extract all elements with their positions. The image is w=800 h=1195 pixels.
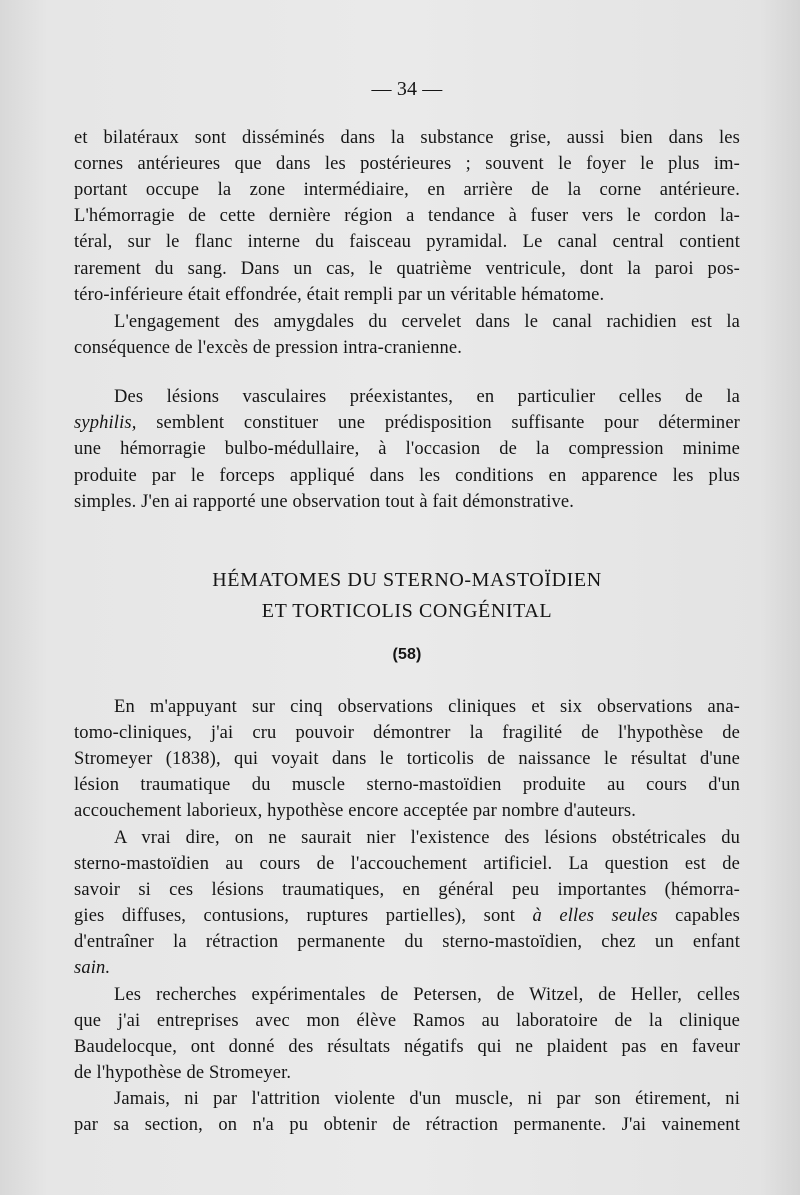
text-line: Des lésions vasculaires préexistantes, en particulier celles de la	[114, 387, 740, 407]
section-reference-number: (58)	[392, 646, 422, 663]
text-line: A vrai dire, on ne saurait nier l'existence des lésions obstétricales du	[114, 828, 740, 848]
text-line: une hémorragie bulbo-médullaire, à l'occasion de la compression minime	[74, 439, 740, 459]
text-line: rarement du sang. Dans un cas, le quatrième ventricule, dont la paroi pos-	[74, 259, 740, 279]
text-line: savoir si ces lésions traumatiques, en général peu importantes (hémorra-	[74, 880, 740, 900]
text-line: simples. J'en ai rapporté une observation tout à fait démonstrative.	[74, 492, 575, 512]
section-title-line-2: ET TORTICOLIS CONGÉNITAL	[261, 600, 553, 622]
text-line: Les recherches expérimentales de Petersen, de Witzel, de Heller, celles	[114, 985, 740, 1005]
text-line: téral, sur le flanc interne du faisceau pyramidal. Le canal central contient	[74, 232, 740, 252]
text-line: Baudelocque, ont donné des résultats négatifs qui ne plaident pas en faveur	[74, 1037, 740, 1057]
text-line: de l'hypothèse de Stromeyer.	[74, 1063, 292, 1083]
text-line: lésion traumatique du muscle sterno-mastoïdien produite au cours d'un	[74, 775, 740, 795]
text-line: cornes antérieures que dans les postérieures ; souvent le foyer le plus im-	[74, 154, 740, 174]
section-title-line-1: HÉMATOMES DU STERNO-MASTOÏDIEN	[212, 569, 602, 591]
text-line: portant occupe la zone intermédiaire, en arrière de la corne antérieure.	[74, 180, 740, 200]
text-line: Jamais, ni par l'attrition violente d'un muscle, ni par son étirement, ni	[114, 1089, 740, 1109]
text-line: L'hémorragie de cette dernière région a tendance à fuser vers le cordon la-	[74, 206, 740, 226]
text-line: gies diffuses, contusions, ruptures partielles), sont à elles seules capables	[74, 906, 740, 926]
text-line: Stromeyer (1838), qui voyait dans le torticolis de naissance le résultat d'une	[74, 749, 740, 769]
text-line: En m'appuyant sur cinq observations cliniques et six observations ana-	[114, 697, 740, 717]
italic-term: syphilis,	[74, 413, 137, 433]
text-line: tomo-cliniques, j'ai cru pouvoir démontrer la fragilité de l'hypothèse de	[74, 723, 740, 743]
text-line: et bilatéraux sont disséminés dans la substance grise, aussi bien dans les	[74, 128, 740, 148]
text-line: produite par le forceps appliqué dans les conditions en apparence les plus	[74, 466, 740, 486]
text-line: d'entraîner la rétraction permanente du sterno-mastoïdien, chez un enfant	[74, 932, 740, 952]
text-line: sterno-mastoïdien au cours de l'accouchement artificiel. La question est de	[74, 854, 740, 874]
italic-phrase: à elles seules	[532, 906, 658, 926]
italic-word: sain.	[74, 958, 111, 978]
text-line: que j'ai entreprises avec mon élève Ramos au laboratoire de la clinique	[74, 1011, 740, 1031]
text-line: par sa section, on n'a pu obtenir de rétraction permanente. J'ai vainement	[74, 1115, 740, 1135]
text-line: accouchement laborieux, hypothèse encore acceptée par nombre d'auteurs.	[74, 801, 637, 821]
text-line: conséquence de l'excès de pression intra-cranienne.	[74, 338, 463, 358]
text-line: L'engagement des amygdales du cervelet dans le canal rachidien est la	[114, 312, 740, 332]
text-line: syphilis, semblent constituer une prédisposition suffisante pour déterminer	[74, 413, 740, 433]
text-line	[74, 955, 740, 981]
page-number: — 34 —	[371, 78, 443, 100]
text-line: téro-inférieure était effondrée, était rempli par un véritable hématome.	[74, 285, 605, 305]
